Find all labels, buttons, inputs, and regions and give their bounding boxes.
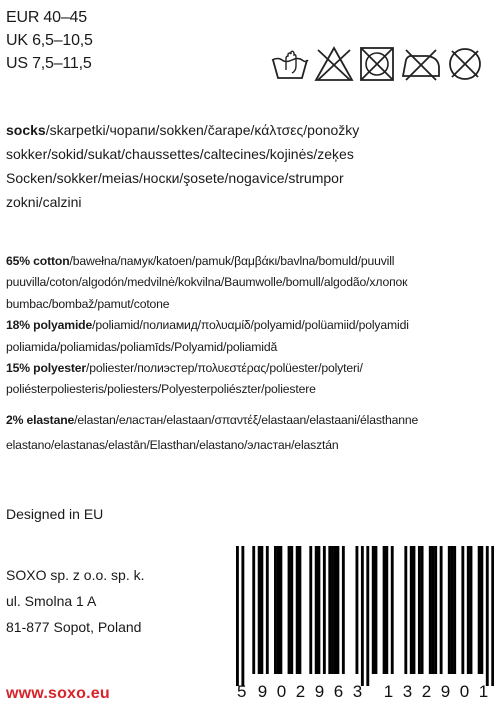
barcode-bar xyxy=(277,546,280,674)
barcode-bar xyxy=(486,546,489,686)
composition-line: poliamida/poliamidas/poliamīds/Polyamid/poliamidă xyxy=(6,339,278,354)
ean-barcode xyxy=(236,546,494,686)
composition-line: elastano/elastanas/elastān/Elasthan/elastano/эластан/elasztán xyxy=(6,438,339,453)
barcode-digit: 9 xyxy=(440,682,451,701)
do-not-iron-icon xyxy=(400,46,442,82)
barcode-digits xyxy=(237,682,493,702)
barcode-bar xyxy=(355,546,358,674)
manufacturer-address xyxy=(6,562,145,640)
barcode-bar xyxy=(328,546,331,674)
origin-note: Designed in EU xyxy=(6,506,104,522)
barcode-bar xyxy=(260,546,263,674)
barcode-bar xyxy=(288,546,291,674)
do-not-bleach-icon xyxy=(314,46,354,82)
barcode-bar xyxy=(334,546,337,674)
barcode-group-2 xyxy=(379,682,493,702)
barcode-bar xyxy=(404,546,407,674)
product-line: sokker/sokid/sukat/chaussettes/caltecines/kojinės/zeķes xyxy=(6,146,354,162)
address-line: 81-877 Sopot, Poland xyxy=(6,619,142,635)
barcode-bars xyxy=(236,546,494,686)
barcode-digit: 6 xyxy=(333,682,344,701)
do-not-tumble-dry-icon xyxy=(358,46,396,82)
product-line: socks/skarpetki/чорапи/sokken/čarape/κάλτσες/ponožky xyxy=(6,122,360,138)
address-line: SOXO sp. z o.o. sp. k. xyxy=(6,567,145,583)
barcode-group-1 xyxy=(253,682,367,702)
barcode-bar xyxy=(429,546,432,674)
barcode-bar xyxy=(361,546,364,686)
barcode-digit: 9 xyxy=(257,682,268,701)
barcode-digit: 0 xyxy=(276,682,287,701)
composition-line: poliésterpoliesteris/poliesters/Polyesterpoliészter/poliestere xyxy=(6,382,316,397)
barcode-digit: 0 xyxy=(459,682,470,701)
composition-line: bumbac/bombaž/pamut/cotone xyxy=(6,296,170,311)
barcode-bar xyxy=(480,546,483,674)
size-list xyxy=(6,6,93,75)
barcode-bar xyxy=(478,546,481,674)
composition-line: 15% polyester/poliester/полиэстер/πολυεστέρας/polüester/polyteri/ xyxy=(6,361,363,376)
barcode-bar xyxy=(448,546,451,674)
barcode-digit: 3 xyxy=(402,682,413,701)
barcode-bar xyxy=(410,546,413,674)
hand-wash-icon xyxy=(270,46,310,82)
product-name-translations xyxy=(6,118,490,214)
product-line: zokni/calzini xyxy=(6,194,82,210)
barcode-bar xyxy=(323,546,326,674)
barcode-digit: 1 xyxy=(478,682,489,701)
care-symbols xyxy=(270,44,488,84)
size-eur: EUR 40–45 xyxy=(6,9,87,26)
barcode-bar xyxy=(434,546,437,674)
barcode-bar xyxy=(385,546,388,674)
barcode-bar xyxy=(315,546,318,674)
barcode-digit: 2 xyxy=(295,682,306,701)
barcode-bar xyxy=(236,546,239,686)
barcode-bar xyxy=(421,546,424,674)
product-name-en: socks xyxy=(6,122,46,138)
barcode-digit: 2 xyxy=(421,682,432,701)
barcode-bar xyxy=(274,546,277,674)
barcode-bar xyxy=(451,546,454,674)
barcode-bar xyxy=(432,546,435,674)
website-link[interactable]: www.soxo.eu xyxy=(6,685,110,702)
size-us: US 7,5–11,5 xyxy=(6,55,92,72)
barcode-bar xyxy=(298,546,301,674)
barcode-bar xyxy=(296,546,299,674)
barcode-bar xyxy=(331,546,334,674)
barcode-bar xyxy=(453,546,456,674)
composition-line: 65% cotton/bawełna/памук/katoen/pamuk/βαμβάκι/bavlna/bomuld/puuvill xyxy=(6,254,395,268)
barcode-bar xyxy=(336,546,339,674)
product-line: Socken/sokker/meias/носки/şosete/nogavice/strumpor xyxy=(6,170,344,186)
size-uk: UK 6,5–10,5 xyxy=(6,32,93,49)
do-not-dry-clean-icon xyxy=(446,46,484,82)
barcode-bar xyxy=(342,546,345,674)
barcode-bar xyxy=(413,546,416,674)
barcode-bar xyxy=(309,546,312,674)
barcode-bar xyxy=(383,546,386,674)
barcode-bar xyxy=(317,546,320,674)
material-composition xyxy=(6,251,492,457)
composition-line: puuvilla/coton/algodón/medvilnė/kokvilna/Baumwolle/bomull/algodão/хлопок xyxy=(6,275,408,290)
barcode-bar xyxy=(279,546,282,674)
barcode-bar xyxy=(241,546,244,686)
barcode-digit: 1 xyxy=(383,682,394,701)
barcode-bar xyxy=(461,546,464,674)
barcode-bar xyxy=(467,546,470,674)
barcode-bar xyxy=(258,546,261,674)
barcode-bar xyxy=(418,546,421,674)
barcode-bar xyxy=(491,546,494,686)
barcode-digit: 3 xyxy=(352,682,363,701)
barcode-bar xyxy=(375,546,378,674)
barcode-bar xyxy=(290,546,293,674)
barcode-bar xyxy=(440,546,443,674)
barcode-bar xyxy=(470,546,473,674)
barcode-bar xyxy=(391,546,394,674)
barcode-bar xyxy=(366,546,369,686)
address-line: ul. Smolna 1 A xyxy=(6,593,97,609)
barcode-bar xyxy=(252,546,255,674)
barcode-lead-digit: 5 xyxy=(237,682,247,701)
composition-line: 18% polyamide/poliamid/полиамид/πολυαμίδ/polyamid/polüamiid/polyamidi xyxy=(6,318,409,333)
composition-line: 2% elastane/elastan/еластан/elastaan/σπαντέξ/elastaan/elastaani/élasthanne xyxy=(6,412,419,427)
barcode-bar xyxy=(372,546,375,674)
barcode-bar xyxy=(266,546,269,674)
barcode-digit: 9 xyxy=(314,682,325,701)
